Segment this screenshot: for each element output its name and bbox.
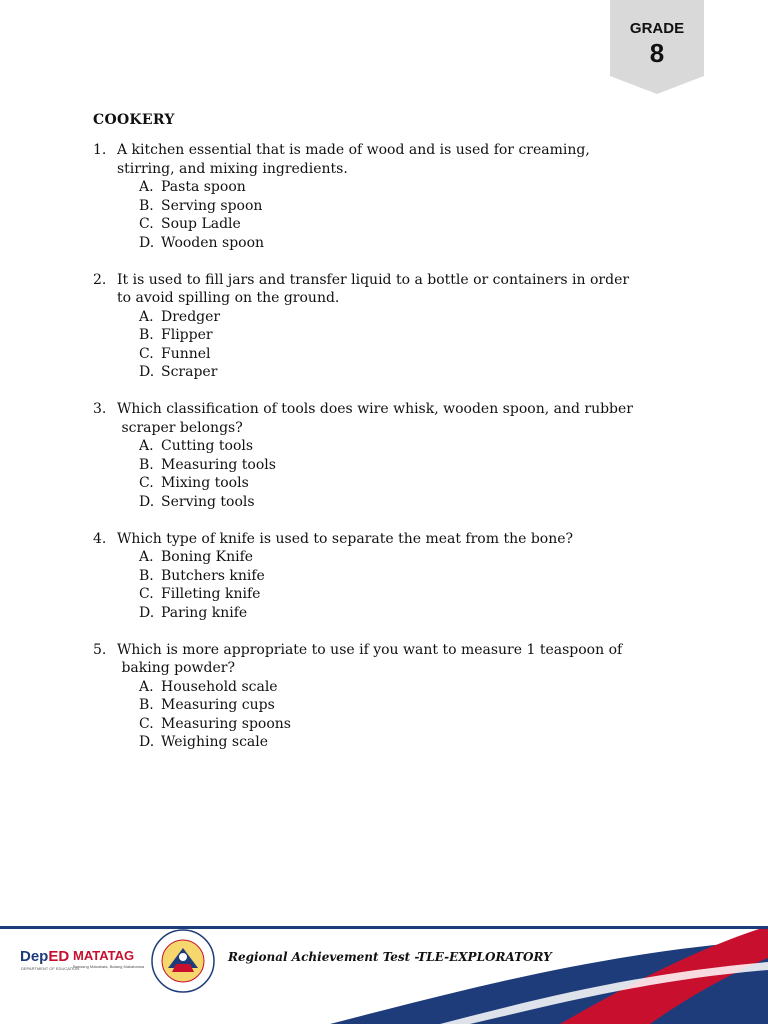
option-a: A. Boning Knife (139, 549, 254, 565)
footer-swoosh-graphic (0, 918, 768, 1024)
grade-label: GRADE (629, 20, 685, 37)
option-c: C. Soup Ladle (139, 216, 241, 232)
question-2 (93, 271, 683, 382)
deped-seal-icon (150, 928, 216, 994)
matatag-logo-subtitle: Bansang Makabata, Batang Makabansa (73, 964, 145, 969)
question-text-line1: Which type of knife is used to separate the meat from the bone? (117, 530, 574, 547)
option-list (139, 678, 683, 752)
option-list (139, 437, 683, 511)
question-text-line1: It is used to fill jars and transfer liquid to a bottle or containers in order (117, 271, 630, 288)
question-text-line2: baking powder? (117, 660, 235, 676)
option-b: B. Serving spoon (139, 197, 263, 214)
deped-logo: DepED (20, 948, 70, 965)
footer-divider (0, 926, 768, 929)
subject-heading: COOKERY (93, 112, 175, 128)
option-d: D. Paring knife (139, 604, 248, 621)
question-number: 1. (93, 142, 107, 158)
option-d: D. Scraper (139, 364, 218, 380)
question-number: 5. (93, 641, 107, 658)
question-5 (93, 641, 683, 752)
question-text-line2: scraper belongs? (117, 419, 243, 436)
question-text-line2: stirring, and mixing ingredients. (117, 160, 348, 177)
option-c: C. Funnel (139, 345, 211, 362)
option-c: C. Mixing tools (139, 475, 249, 491)
question-number: 4. (93, 530, 107, 547)
page-footer (0, 918, 768, 1024)
option-d: D. Weighing scale (139, 734, 269, 750)
grade-number: 8 (649, 38, 665, 68)
option-a: A. Household scale (139, 678, 278, 695)
option-list (139, 548, 683, 622)
question-3 (93, 400, 683, 511)
option-c: C. Filleting knife (139, 586, 261, 602)
question-text-line1: Which classification of tools does wire whisk, wooden spoon, and rubber (117, 401, 633, 417)
option-a: A. Cutting tools (139, 438, 254, 454)
option-c: C. Measuring spoons (139, 715, 291, 732)
option-d: D. Wooden spoon (139, 234, 265, 251)
footer-title: Regional Achievement Test -TLE-EXPLORATORY (228, 950, 552, 964)
question-text-line1: A kitchen essential that is made of wood and is used for creaming, (117, 142, 590, 158)
question-4 (93, 530, 683, 623)
grade-badge (610, 0, 704, 94)
option-a: A. Pasta spoon (139, 179, 246, 195)
matatag-logo: MATATAG (73, 948, 135, 963)
option-list (139, 178, 683, 252)
option-d: D. Serving tools (139, 493, 255, 510)
option-b: B. Measuring cups (139, 697, 275, 713)
question-list (93, 141, 683, 770)
question-1 (93, 141, 683, 252)
question-text-line1: Which is more appropriate to use if you want to measure 1 teaspoon of (117, 641, 623, 658)
deped-logo-subtitle: DEPARTMENT OF EDUCATION (21, 966, 80, 971)
option-b: B. Measuring tools (139, 456, 276, 473)
option-list (139, 308, 683, 382)
option-b: B. Butchers knife (139, 567, 265, 584)
option-a: A. Dredger (139, 308, 221, 325)
option-b: B. Flipper (139, 327, 213, 343)
question-text-line2: to avoid spilling on the ground. (117, 290, 340, 306)
question-number: 3. (93, 401, 107, 417)
question-number: 2. (93, 271, 107, 288)
